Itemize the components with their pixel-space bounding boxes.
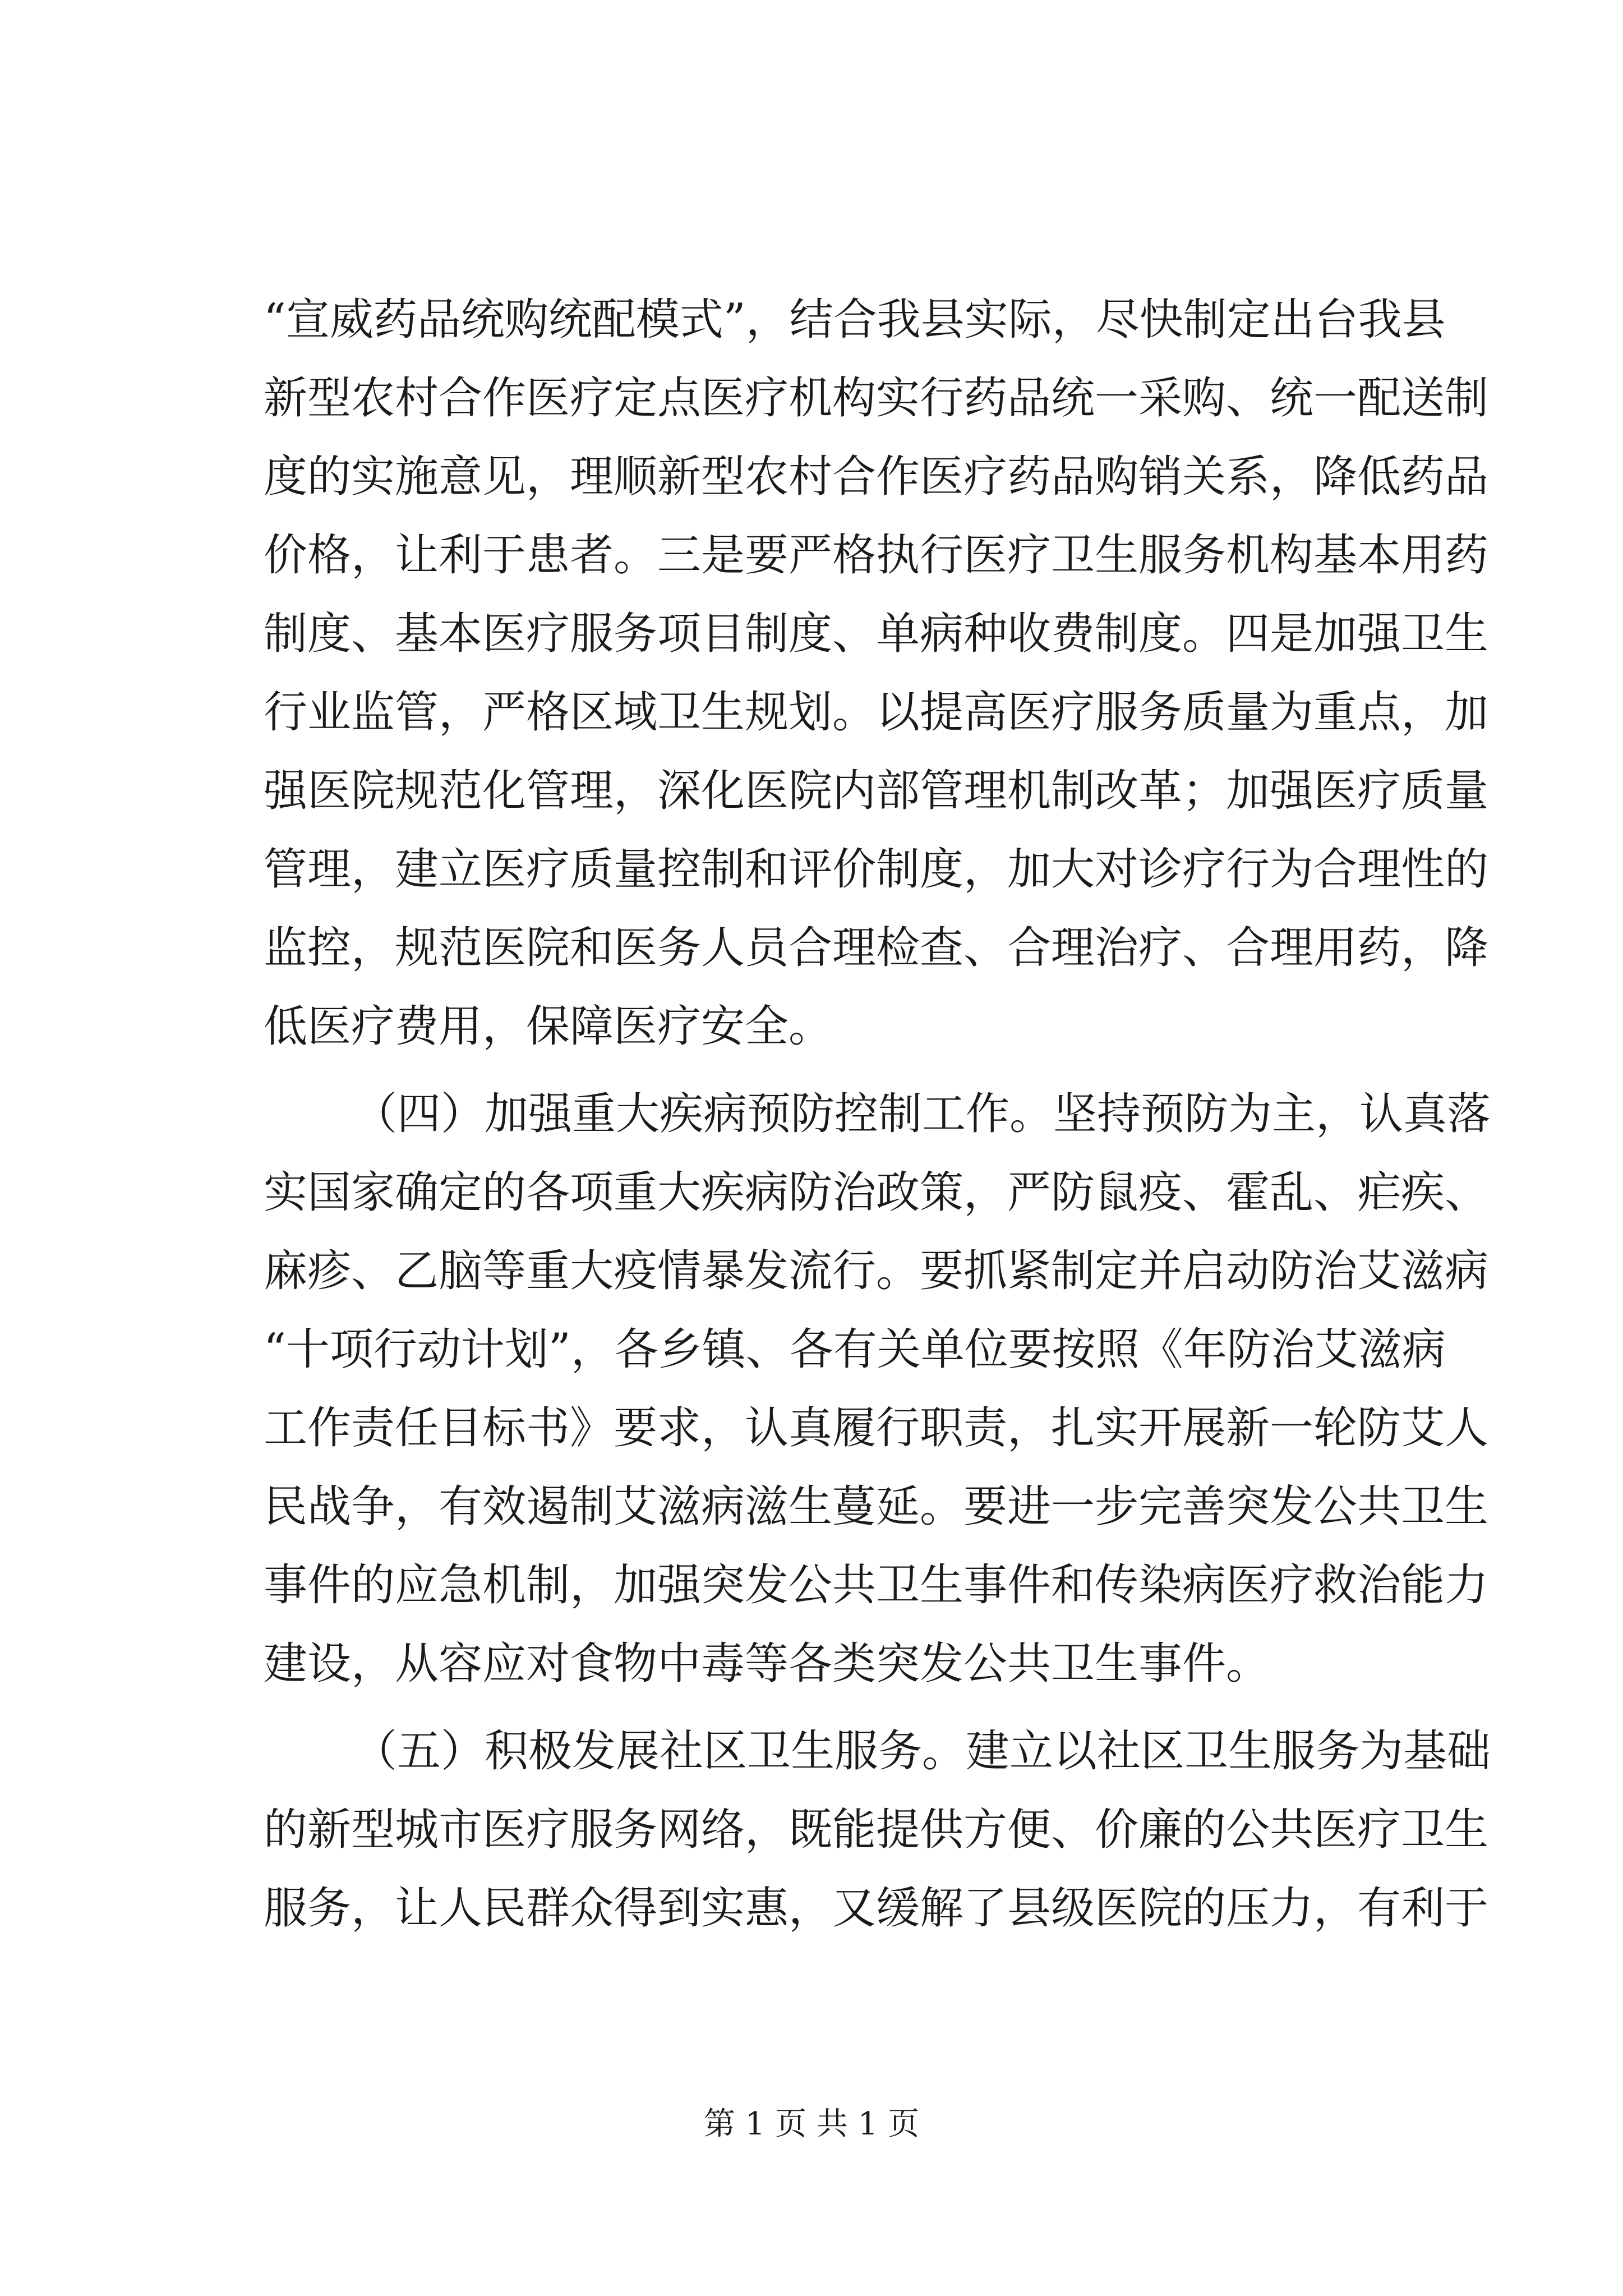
text-line: （四）加强重大疾病预防控制工作。坚持预防为主，认真落 (353, 1089, 1491, 1139)
paragraph-1 (264, 280, 1489, 1066)
text-line: 麻疹、乙脑等重大疫情暴发流行。要抓紧制定并启动防治艾滋病 (264, 1246, 1489, 1296)
paragraph-3 (264, 1712, 1491, 1948)
text-line: 事件的应急机制，加强突发公共卫生事件和传染病医疗救治能力 (264, 1560, 1489, 1611)
text-line: 度的实施意见，理顺新型农村合作医疗药品购销关系，降低药品 (264, 452, 1489, 502)
text-line: 服务，让人民群众得到实惠，又缓解了县级医院的压力，有利于 (264, 1883, 1489, 1934)
text-line: 制度、基本医疗服务项目制度、单病种收费制度。四是加强卫生 (264, 609, 1489, 659)
text-line: 实国家确定的各项重大疾病防治政策，严防鼠疫、霍乱、疟疾、 (264, 1167, 1489, 1218)
text-line: 监控，规范医院和医务人员合理检查、合理治疗、合理用药，降 (264, 923, 1489, 973)
text-line: 管理，建立医疗质量控制和评价制度，加大对诊疗行为合理性的 (264, 844, 1489, 895)
body-text (264, 280, 1491, 1948)
text-line: 强医院规范化管理，深化医院内部管理机制改革；加强医疗质量 (264, 766, 1489, 816)
text-line: “十项行动计划”，各乡镇、各有关单位要按照《年防治艾滋病 (264, 1324, 1446, 1375)
text-line: 工作责任目标书》要求，认真履行职责，扎实开展新一轮防艾人 (264, 1403, 1489, 1453)
text-line: 新型农村合作医疗定点医疗机构实行药品统一采购、统一配送制 (264, 373, 1489, 424)
text-line: 的新型城市医疗服务网络，既能提供方便、价廉的公共医疗卫生 (264, 1805, 1489, 1855)
text-line: （五）积极发展社区卫生服务。建立以社区卫生服务为基础 (353, 1726, 1491, 1777)
text-line: 民战争，有效遏制艾滋病滋生蔓延。要进一步完善突发公共卫生 (264, 1481, 1489, 1532)
text-line: 低医疗费用，保障医疗安全。 (264, 1001, 833, 1052)
text-line: “宣威药品统购统配模式”，结合我县实际，尽快制定出台我县 (264, 295, 1446, 345)
page-footer: 第 1 页 共 1 页 (703, 2106, 920, 2142)
text-line: 价格，让利于患者。三是要严格执行医疗卫生服务机构基本用药 (264, 530, 1489, 581)
paragraph-2 (264, 1075, 1491, 1703)
text-line: 行业监管，严格区域卫生规划。以提高医疗服务质量为重点，加 (264, 687, 1489, 738)
text-line: 建设，从容应对食物中毒等各类突发公共卫生事件。 (264, 1639, 1270, 1689)
